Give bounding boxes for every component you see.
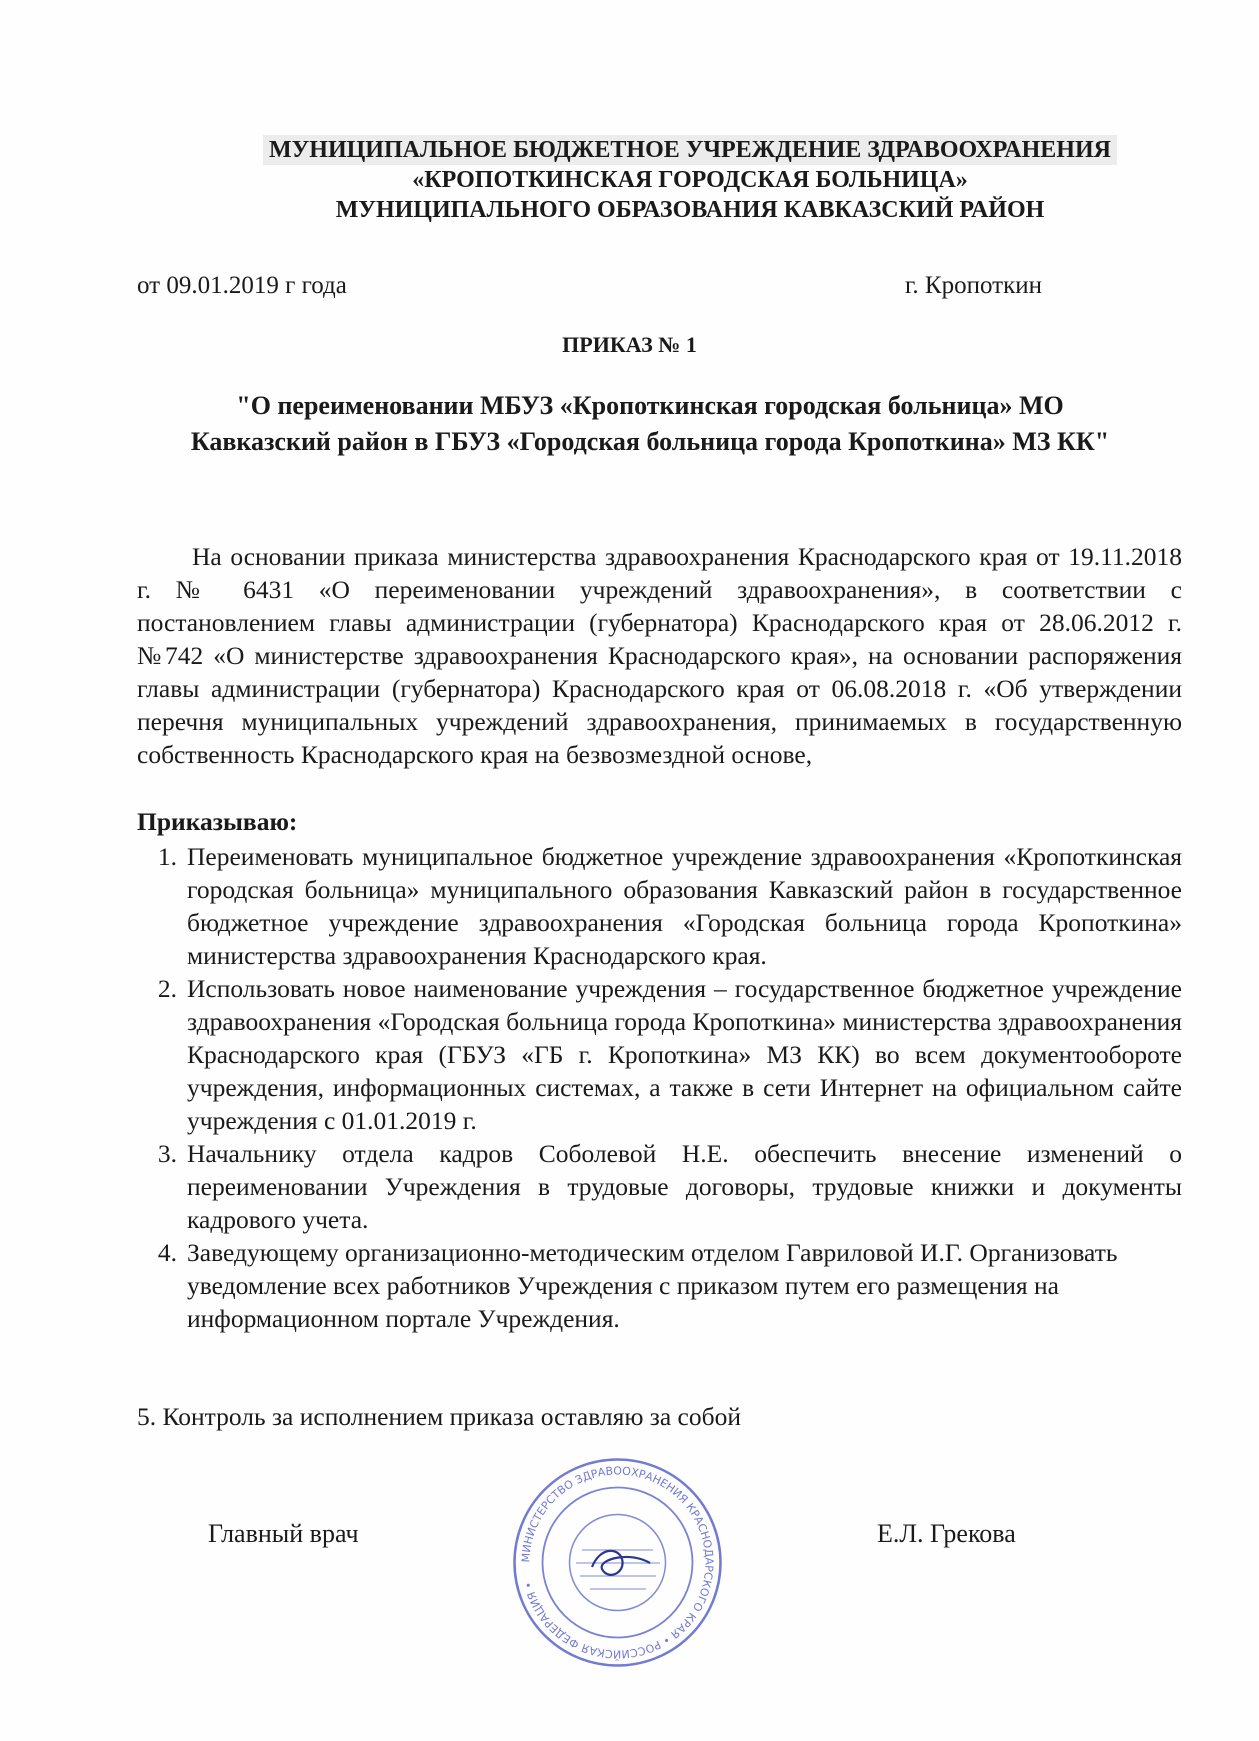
order-subject-line-1: "О переименовании МБУЗ «Кропоткинская городская больница» МО xyxy=(236,391,1064,420)
order-item xyxy=(137,840,1182,972)
order-item-text: Переименовать муниципальное бюджетное учреждение здравоохранения «Кропоткинская городская больница» муниципального образования Кавказский район в государственное бюджетное учреждение здравоохранения «Городская больница города Кропоткина» министерства здравоохранения Краснодарского края. xyxy=(187,842,1182,970)
official-stamp-icon xyxy=(510,1455,725,1670)
institution-header xyxy=(200,135,1180,225)
header-line-2: «КРОПОТКИНСКАЯ ГОРОДСКАЯ БОЛЬНИЦА» xyxy=(412,167,968,193)
header-line-1: МУНИЦИПАЛЬНОЕ БЮДЖЕТНОЕ УЧРЕЖДЕНИЕ ЗДРАВООХРАНЕНИЯ xyxy=(263,135,1117,165)
order-item-number: 4. xyxy=(157,1238,177,1267)
preamble-paragraph: На основании приказа министерства здравоохранения Краснодарского края от 19.11.2018 г. № 6431 «О переименовании учреждений здравоохранения», в соответствии с постановлением главы администрации (губернатора) Краснодарского края от 28.06.2012 г. №742 «О министерстве здравоохранения Краснодарского края», на основании распоряжения главы администрации (губернатора) Краснодарского края от 06.08.2018 г. «Об утверждении перечня муниципальных учреждений здравоохранения, принимаемых в государственную собственность Краснодарского края на безвозмездной основе, xyxy=(137,542,1182,769)
order-city: г. Кропоткин xyxy=(905,272,1042,299)
order-subject-line-2: Кавказский район в ГБУЗ «Городская больница города Кропоткина» МЗ КК" xyxy=(190,427,1110,456)
order-item xyxy=(137,1137,1182,1236)
signatory-role: Главный врач xyxy=(208,1519,359,1548)
signatory-name: Е.Л. Грекова xyxy=(877,1519,1016,1548)
order-subject xyxy=(120,388,1180,460)
order-items-list xyxy=(137,840,1182,1335)
order-word: Приказываю: xyxy=(137,807,298,836)
svg-text:МИНИСТЕРСТВО ЗДРАВООХРАНЕНИЯ К: МИНИСТЕРСТВО ЗДРАВООХРАНЕНИЯ КРАСНОДАРСКОГО КРАЯ • РОССИЙСКАЯ ФЕДЕРАЦИЯ • xyxy=(519,1464,716,1661)
order-item-text: Заведующему организационно-методическим отделом Гавриловой И.Г. Организовать уведомление всех работников Учреждения с приказом путем его размещения на информационном портале Учреждения. xyxy=(187,1238,1118,1333)
order-item-text: Использовать новое наименование учреждения – государственное бюджетное учреждение здравоохранения «Городская больница города Кропоткина» министерства здравоохранения Краснодарского края (ГБУЗ «ГБ г. Кропоткина» МЗ КК) во всем документообороте учреждения, информационных системах, а также в сети Интернет на официальном сайте учреждения с 01.01.2019 г. xyxy=(187,974,1182,1135)
order-item-number: 3. xyxy=(157,1139,177,1168)
header-line-3: МУНИЦИПАЛЬНОГО ОБРАЗОВАНИЯ КАВКАЗСКИЙ РАЙОН xyxy=(335,197,1045,223)
order-item xyxy=(137,972,1182,1137)
order-item-text: Начальнику отдела кадров Соболевой Н.Е. обеспечить внесение изменений о переименовании Учреждения в трудовые договоры, трудовые книжки и документы кадрового учета. xyxy=(187,1139,1182,1234)
date-city-line xyxy=(137,272,1042,300)
order-item-5: 5. Контроль за исполнением приказа оставляю за собой xyxy=(137,1402,741,1431)
order-item-number: 1. xyxy=(157,842,177,871)
order-item-number: 2. xyxy=(157,974,177,1003)
order-item xyxy=(137,1236,1182,1335)
order-date: от 09.01.2019 г года xyxy=(137,272,347,299)
order-title: ПРИКАЗ № 1 xyxy=(562,332,697,357)
